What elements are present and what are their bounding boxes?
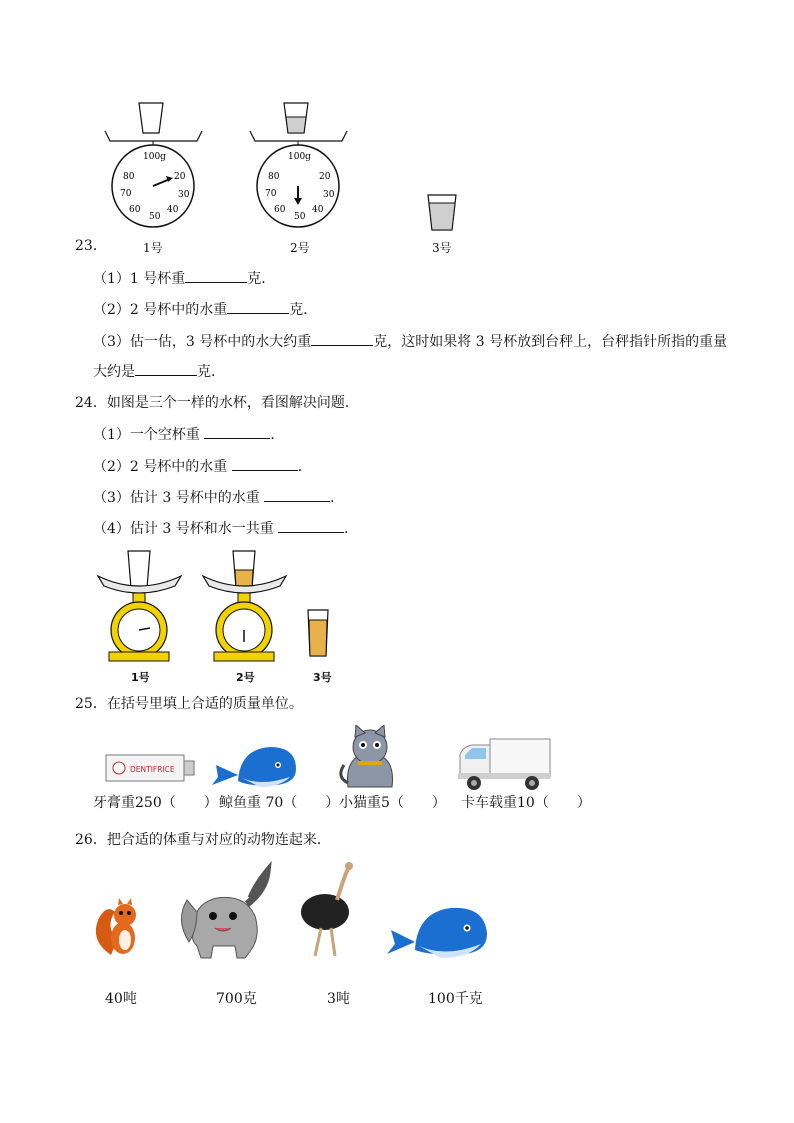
q26-figure	[85, 860, 505, 965]
dial-mark: 100g	[143, 152, 166, 162]
q26-weight-1: 40吨	[105, 991, 137, 1007]
dial-mark: 30	[178, 190, 190, 200]
q24-sub4: （4）估计 3 号杯和水一共重 ．	[93, 518, 358, 539]
q23-sub3-line2: 大约是 克．	[93, 361, 225, 382]
elephant-image	[181, 872, 267, 958]
dial-mark: 70	[120, 189, 132, 199]
dial-mark: 40	[167, 205, 179, 215]
whale-image-2	[387, 908, 487, 958]
whale-image	[212, 747, 296, 787]
toothpaste-image	[106, 755, 194, 781]
truck-image	[458, 739, 550, 790]
answer-blank[interactable]	[264, 487, 330, 502]
q25-item-toothpaste: 牙膏重250（ ）	[93, 795, 218, 811]
answer-blank[interactable]	[135, 361, 197, 376]
dial-mark: 50	[294, 212, 306, 222]
q23-sub2: （2）2 号杯中的水重 克．	[93, 299, 317, 320]
q23-sub1: （1）1 号杯重 克．	[93, 268, 275, 289]
q26-title: 26．把合适的体重与对应的动物连起来．	[75, 832, 331, 848]
answer-blank[interactable]	[227, 299, 289, 314]
dial-mark: 30	[323, 190, 335, 200]
answer-blank[interactable]	[185, 268, 247, 283]
q26-weight-2: 700克	[216, 991, 257, 1007]
dial-mark: 80	[268, 172, 280, 182]
q26-weight-4: 100千克	[428, 991, 483, 1007]
dial-mark: 80	[123, 172, 135, 182]
dial-mark: 50	[149, 212, 161, 222]
q23-figure	[95, 95, 475, 235]
q25-item-truck: 卡车载重10（ ）	[461, 795, 591, 811]
q26-weight-3: 3吨	[327, 991, 350, 1007]
squirrel-image	[96, 898, 136, 955]
answer-blank[interactable]	[278, 518, 344, 533]
answer-blank[interactable]	[311, 331, 373, 346]
q24-sub1: （1）一个空杯重 ．	[93, 424, 284, 445]
dial-mark: 20	[319, 172, 331, 182]
q24-label-3: 3号	[313, 671, 332, 684]
cup-1	[139, 103, 163, 133]
q23-sub3: （3）估一估，3 号杯中的水大约重 克，这时如果将 3 号杯放到台秤上，台秤指针所指的重量	[93, 331, 727, 352]
q24-label-1: 1号	[131, 671, 150, 684]
scale-1	[105, 103, 202, 227]
q24-sub3: （3）估计 3 号杯中的水重 ．	[93, 487, 344, 508]
q24-figure	[95, 548, 345, 666]
q25-title: 25．在括号里填上合适的质量单位。	[75, 696, 303, 712]
dial-mark: 60	[274, 205, 286, 215]
q24-title: 24．如图是三个一样的水杯，看图解决问题．	[75, 395, 359, 411]
dial-mark: 20	[174, 172, 186, 182]
dial-mark: 40	[312, 205, 324, 215]
cup-3-label: 3号	[432, 241, 452, 255]
kitchen-scale-2	[203, 551, 286, 661]
dial-mark: 60	[129, 205, 141, 215]
q24-label-2: 2号	[236, 671, 255, 684]
ostrich-image	[301, 862, 353, 956]
answer-blank[interactable]	[232, 456, 298, 471]
q25-figure	[100, 725, 560, 795]
scale-2	[250, 103, 347, 227]
dial-mark: 70	[265, 189, 277, 199]
answer-blank[interactable]	[204, 424, 270, 439]
cup-3	[428, 195, 456, 230]
scale-1-label: 1号	[143, 241, 163, 255]
toothpaste-brand: DENTIFRICE	[130, 765, 175, 774]
q24-sub2: （2）2 号杯中的水重 ．	[93, 456, 312, 477]
q25-item-cat: 小猫重5（ ）	[339, 795, 446, 811]
dial-mark: 100g	[288, 152, 311, 162]
cat-image	[341, 725, 393, 787]
scale-2-label: 2号	[290, 241, 310, 255]
q23-number: 23．	[75, 238, 107, 254]
kitchen-scale-1	[98, 551, 181, 661]
juice-cup-3	[308, 610, 328, 656]
q25-item-whale: 鲸鱼重 70（ ）	[219, 795, 340, 811]
